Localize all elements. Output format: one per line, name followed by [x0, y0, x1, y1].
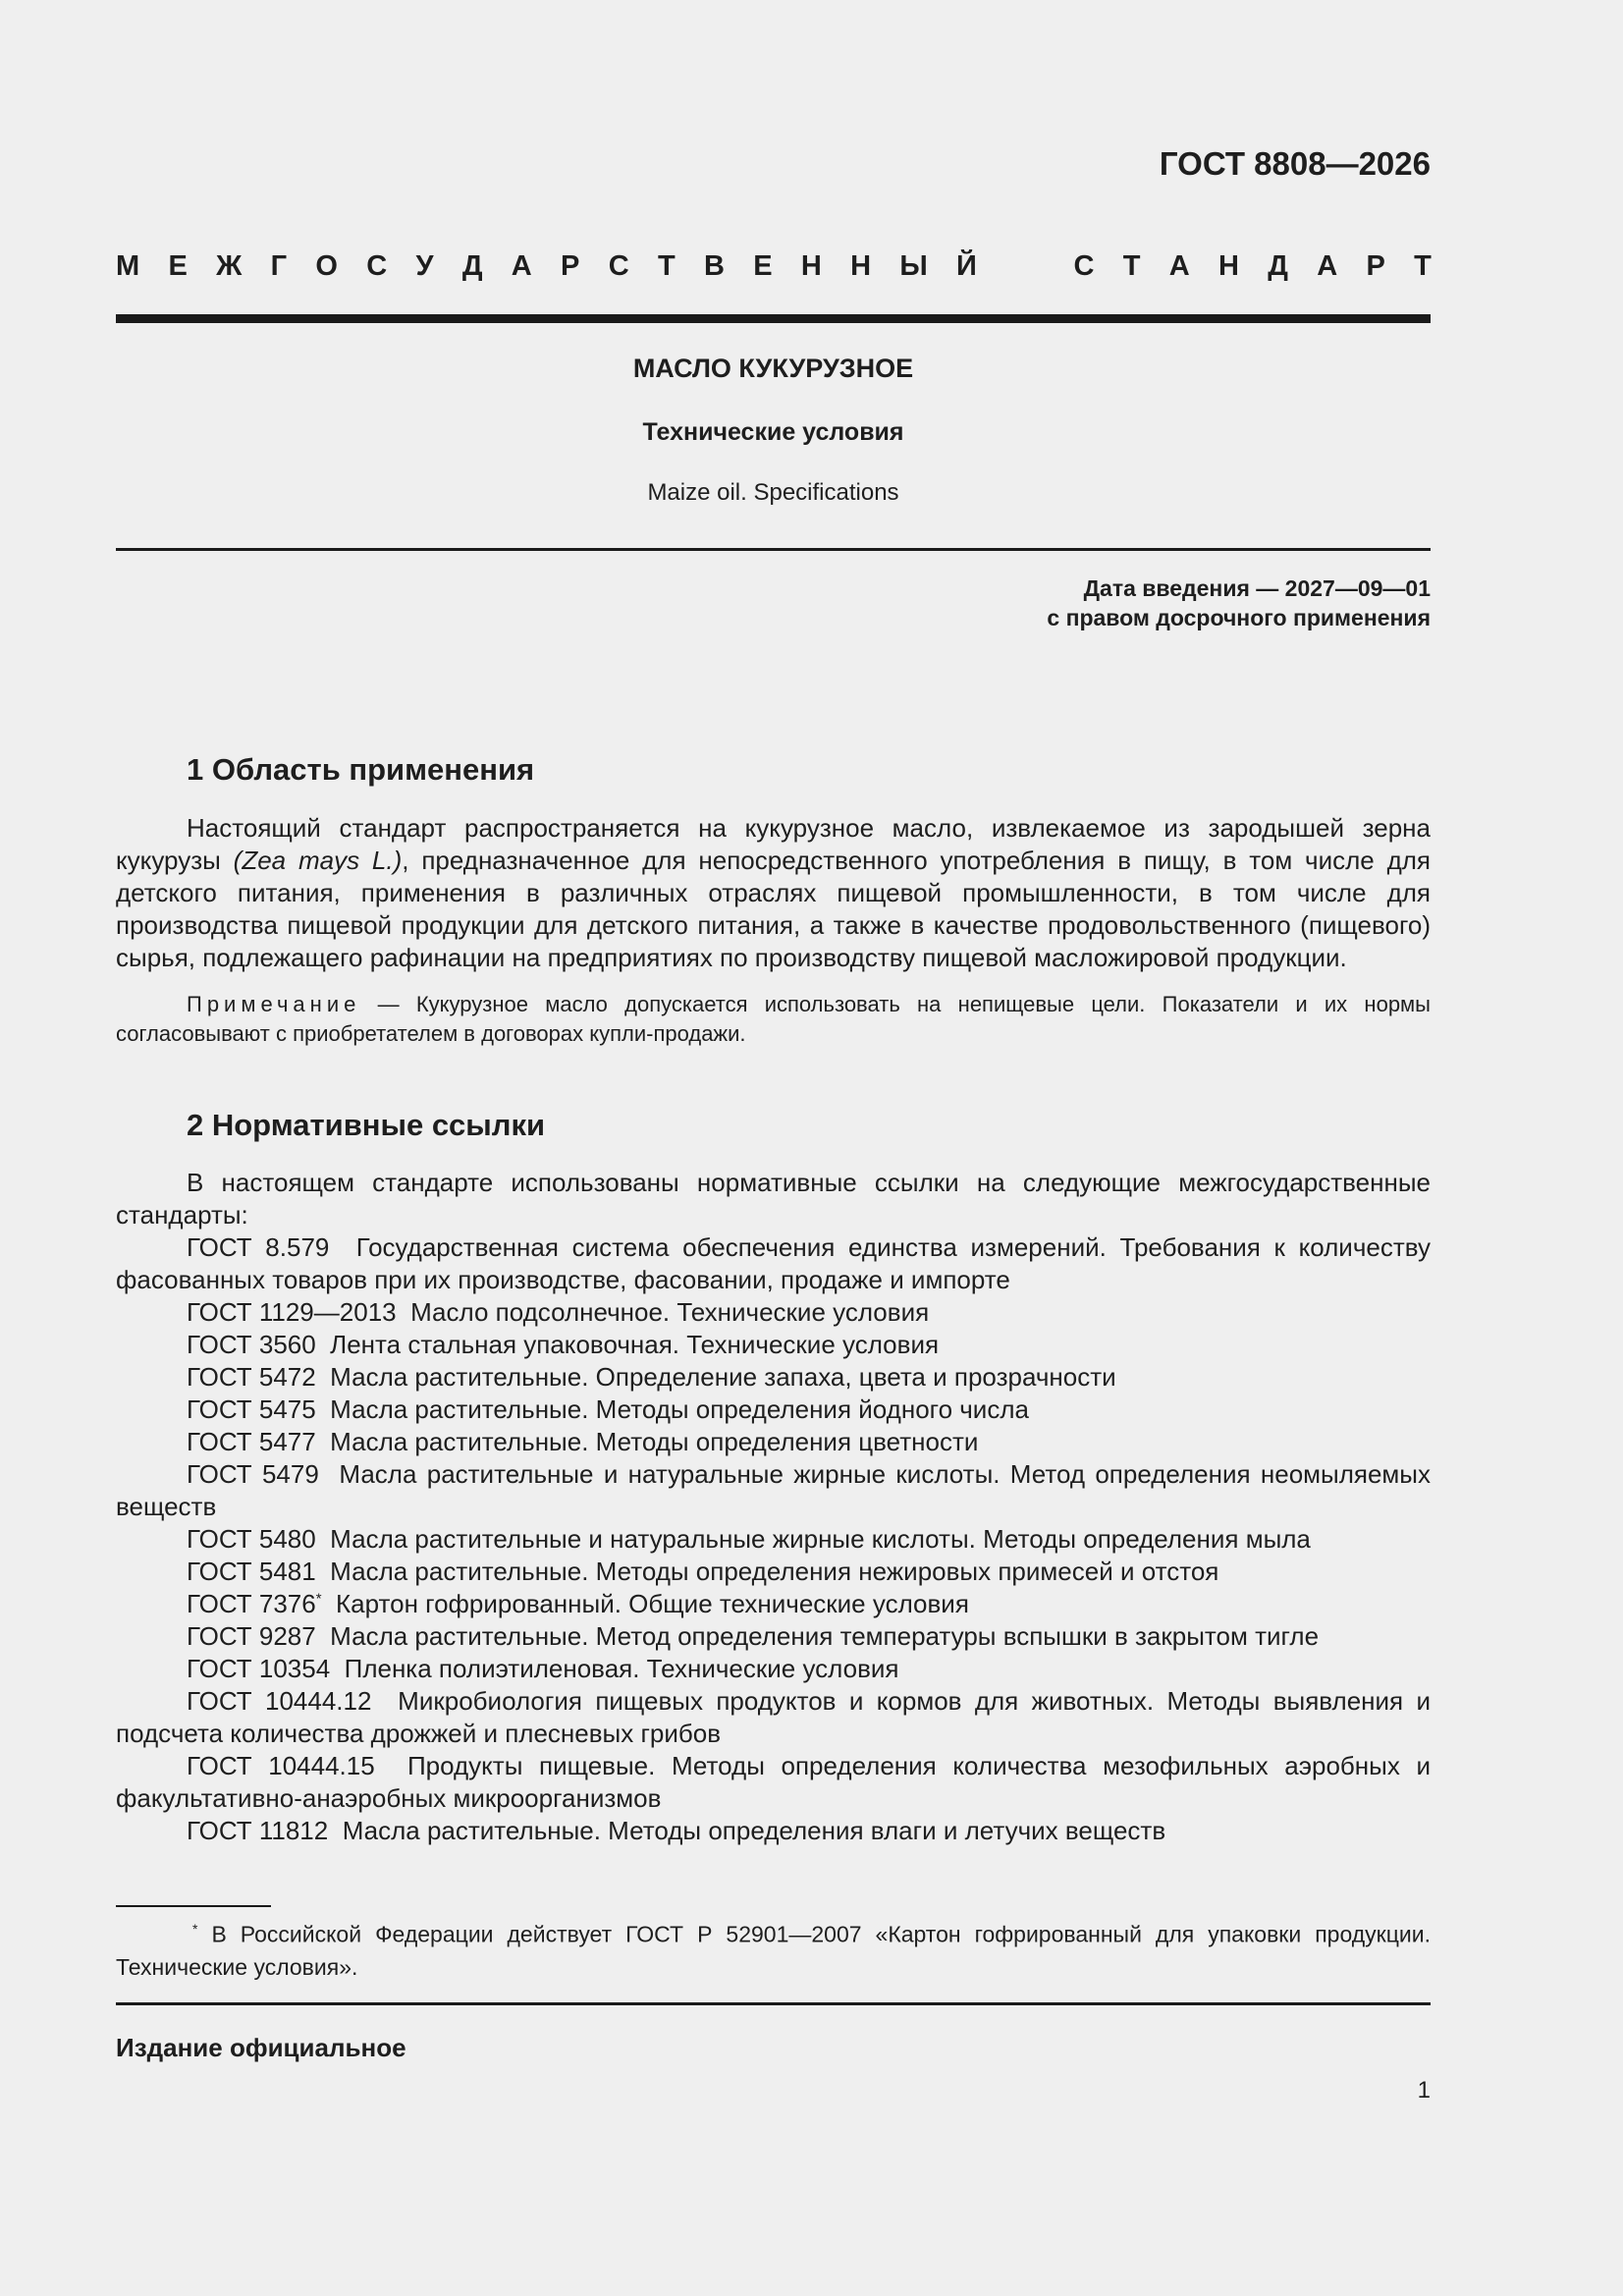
reference-code: ГОСТ 10444.15: [187, 1751, 375, 1780]
interstate-word1-letter: Ы: [899, 250, 928, 282]
reference-title: Масла растительные и натуральные жирные кислоты. Методы определения мыла: [330, 1524, 1311, 1554]
reference-code: ГОСТ 10354: [187, 1654, 331, 1683]
reference-title: Пленка полиэтиленовая. Технические условия: [344, 1654, 899, 1683]
header-thick-rule: [116, 314, 1431, 323]
section-2-heading: 2 Нормативные ссылки: [187, 1108, 546, 1142]
note-text: — Кукурузное масло допускается использовать на непищевые цели. Показатели и их нормы согласовывают с приобретателем в договорах купли-продажи.: [116, 992, 1431, 1046]
interstate-word1-letter: Р: [561, 250, 580, 282]
scope-text-2: , предназначенное для непосредственного употребления в пищу, в том числе для детского питания, применения в различных отраслях пищевой промышленности, в том числе для производства пищевой продукции для детского питания, а также в качестве продовольственного (пищевого) сырья, подлежащего рафинации на предприятиях по производству пищевой масложировой продукции.: [116, 846, 1432, 972]
footnote-separator: [116, 1905, 271, 1907]
reference-footnote-mark: *: [315, 1590, 322, 1608]
reference-item: [116, 1685, 1431, 1750]
interstate-word1-letter: Д: [461, 250, 483, 282]
interstate-word2-letter: Н: [1218, 250, 1239, 282]
reference-code: ГОСТ 5475: [187, 1394, 316, 1424]
reference-code: ГОСТ 10444.12: [187, 1686, 372, 1716]
reference-item: [116, 1231, 1431, 1296]
reference-code: ГОСТ 5472: [187, 1362, 316, 1392]
title-bottom-rule: [116, 548, 1431, 551]
scope-species-name: (Zea mays L.): [233, 846, 403, 875]
reference-item: [116, 1523, 1431, 1556]
reference-item: [116, 1394, 1431, 1426]
interstate-word1-letter: В: [703, 250, 725, 282]
reference-title: Масла растительные. Метод определения температуры вспышки в закрытом тигле: [330, 1621, 1320, 1651]
reference-item: [116, 1296, 1431, 1329]
reference-code: ГОСТ 1129—2013: [187, 1297, 397, 1327]
reference-item: [116, 1815, 1431, 1847]
interstate-word1-letter: Т: [657, 250, 676, 282]
reference-code: ГОСТ 9287: [187, 1621, 316, 1651]
reference-item: [116, 1588, 1431, 1620]
reference-item: [116, 1426, 1431, 1458]
reference-title: Государственная система обеспечения единства измерений. Требования к количеству фасованных товаров при их производстве, фасовании, продаже и импорте: [116, 1232, 1431, 1294]
scope-text-1: Настоящий стандарт распространяется на кукурузное масло, извлекаемое из зародышей зерна кукурузы: [116, 813, 1431, 875]
interstate-standard-banner: [116, 250, 1432, 283]
interstate-word2-letter: Т: [1122, 250, 1141, 282]
reference-item: [116, 1620, 1431, 1653]
interstate-word2-letter: А: [1317, 250, 1338, 282]
footnote: [116, 1913, 1431, 1984]
reference-item: [116, 1750, 1431, 1815]
footer-rule: [116, 2002, 1431, 2005]
interstate-word1-letter: Й: [956, 250, 977, 282]
reference-title: Масло подсолнечное. Технические условия: [410, 1297, 930, 1327]
interstate-word1-letter: О: [315, 250, 338, 282]
interstate-word1-letter: У: [415, 250, 434, 282]
reference-item: [116, 1556, 1431, 1588]
standard-title: МАСЛО КУКУРУЗНОЕ: [632, 354, 914, 383]
reference-code: ГОСТ 7376: [187, 1589, 316, 1618]
official-edition-label: Издание официальное: [116, 2033, 406, 2062]
reference-item: [116, 1653, 1431, 1685]
interstate-word1-letter: Ж: [216, 250, 243, 282]
interstate-word1-letter: А: [511, 250, 532, 282]
interstate-word1-letter: Г: [270, 250, 288, 282]
interstate-word1-letter: М: [116, 250, 140, 282]
reference-code: ГОСТ 5479: [187, 1459, 319, 1489]
footnote-text: В Российской Федерации действует ГОСТ Р 52901—2007 «Картон гофрированный для упаковки продукции. Технические условия».: [116, 1921, 1431, 1980]
interstate-word2-letter: Д: [1268, 250, 1288, 282]
page-number: 1: [1417, 2077, 1431, 2104]
interstate-word1-letter: Е: [753, 250, 773, 282]
reference-title: Масла растительные. Методы определения нежировых примесей и отстоя: [330, 1557, 1219, 1586]
reference-code: ГОСТ 11812: [187, 1816, 329, 1845]
reference-code: ГОСТ 5481: [187, 1557, 316, 1586]
interstate-word1-letter: Н: [850, 250, 872, 282]
interstate-word1-letter: Е: [168, 250, 188, 282]
interstate-word1-letter: С: [366, 250, 388, 282]
reference-title: Картон гофрированный. Общие технические условия: [336, 1589, 969, 1618]
reference-title: Масла растительные. Методы определения цветности: [330, 1427, 979, 1456]
reference-title: Лента стальная упаковочная. Технические условия: [330, 1330, 940, 1359]
standard-subtitle: Технические условия: [642, 418, 904, 446]
standard-english-title: Maize oil. Specifications: [647, 479, 899, 506]
interstate-word2-letter: С: [1073, 250, 1095, 282]
interstate-word2-letter: Р: [1366, 250, 1385, 282]
reference-code: ГОСТ 8.579: [187, 1232, 330, 1262]
reference-title: Микробиология пищевых продуктов и кормов для животных. Методы выявления и подсчета количества дрожжей и плесневых грибов: [116, 1686, 1431, 1748]
reference-title: Масла растительные. Определение запаха, цвета и прозрачности: [330, 1362, 1116, 1392]
reference-code: ГОСТ 3560: [187, 1330, 316, 1359]
references-intro: В настоящем стандарте использованы нормативные ссылки на следующие межгосударственные стандарты:: [116, 1168, 1431, 1230]
reference-list: [116, 1231, 1431, 1847]
early-use-note: с правом досрочного применения: [1047, 605, 1431, 630]
interstate-word-gap: [1005, 250, 1045, 283]
introduction-date-block: [1047, 574, 1431, 632]
reference-code: ГОСТ 5477: [187, 1427, 316, 1456]
reference-item: [116, 1361, 1431, 1394]
reference-title: Масла растительные и натуральные жирные кислоты. Метод определения неомыляемых веществ: [116, 1459, 1431, 1521]
interstate-word2-letter: Т: [1414, 250, 1432, 282]
interstate-word1-letter: С: [608, 250, 629, 282]
introduction-date: Дата введения — 2027—09—01: [1083, 575, 1431, 601]
reference-code: ГОСТ 5480: [187, 1524, 316, 1554]
scope-paragraph: [116, 812, 1431, 974]
reference-item: [116, 1329, 1431, 1361]
reference-item: [116, 1458, 1431, 1523]
interstate-word2-letter: А: [1168, 250, 1190, 282]
normative-references: [116, 1167, 1431, 1847]
note-label: Примечание: [187, 992, 361, 1016]
interstate-word1-letter: Н: [800, 250, 822, 282]
section-1-heading: 1 Область применения: [187, 752, 535, 787]
document-code: ГОСТ 8808—2026: [1159, 145, 1431, 182]
footnote-mark: *: [192, 1921, 198, 1937]
reference-title: Масла растительные. Методы определения йодного числа: [330, 1394, 1029, 1424]
reference-title: Продукты пищевые. Методы определения количества мезофильных аэробных и факультативно-анаэробных микроорганизмов: [116, 1751, 1431, 1813]
scope-note: [116, 990, 1431, 1049]
reference-title: Масла растительные. Методы определения влаги и летучих веществ: [342, 1816, 1166, 1845]
